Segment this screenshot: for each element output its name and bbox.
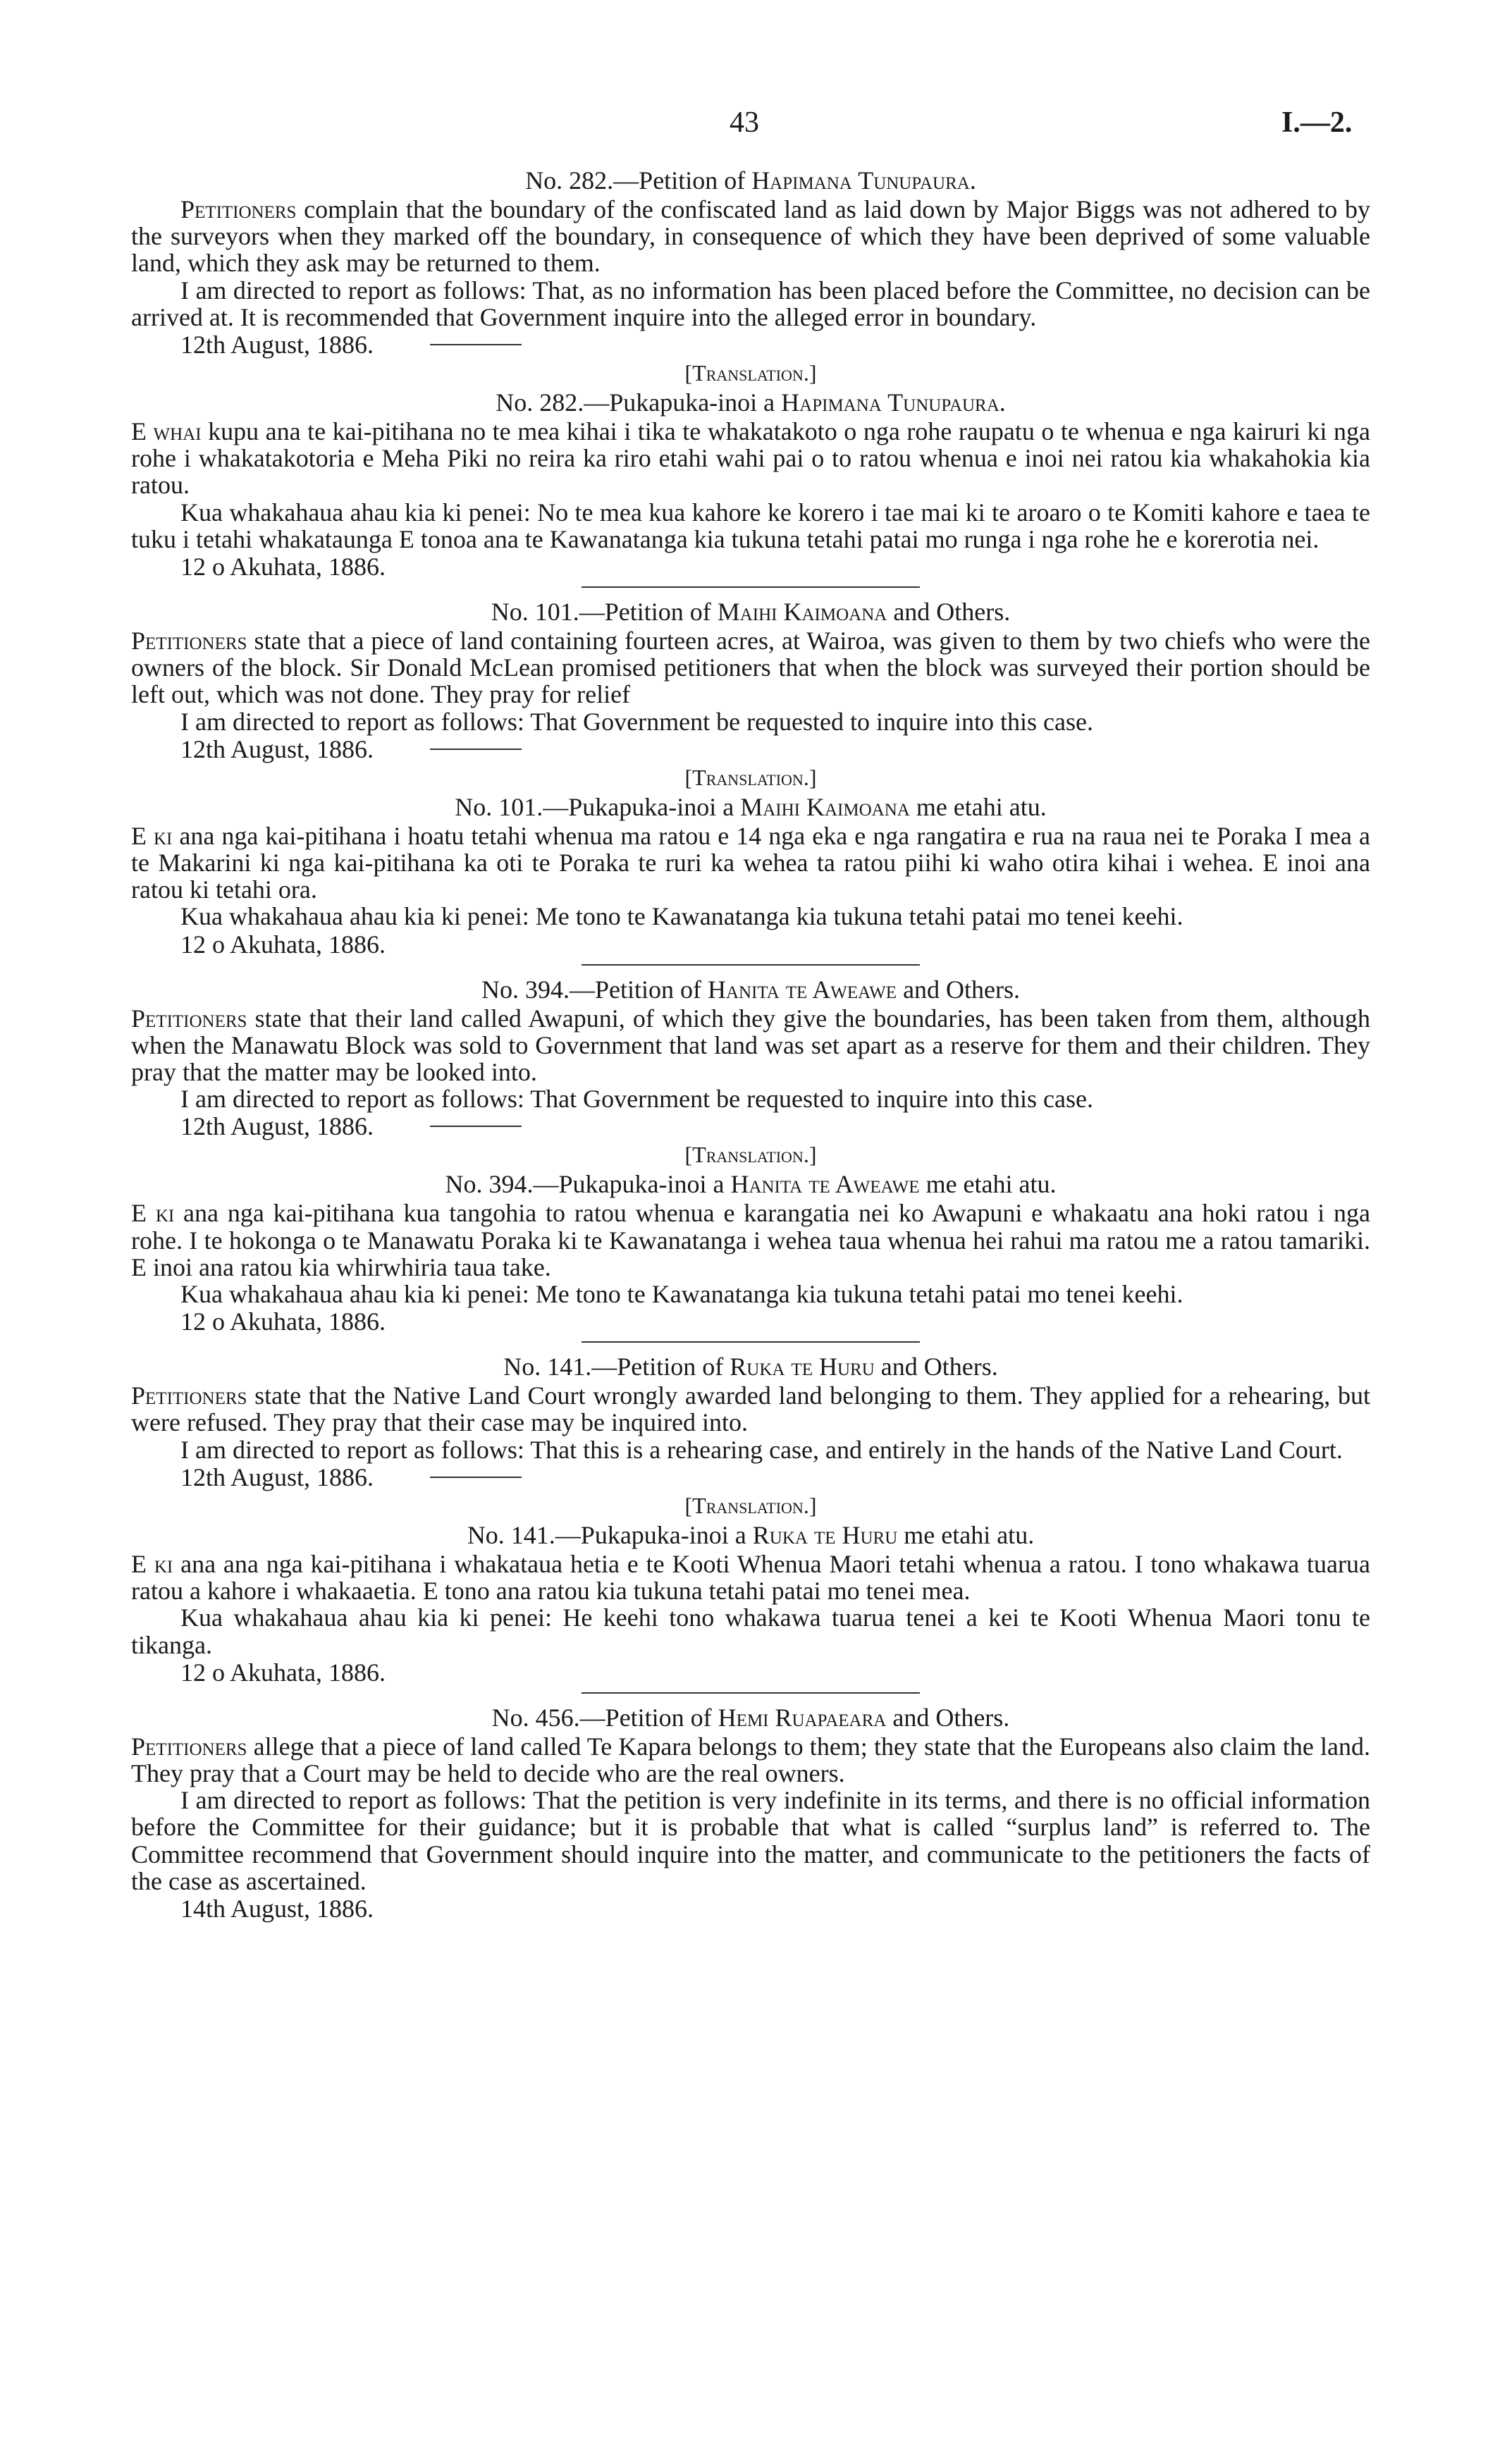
divider bbox=[430, 1477, 522, 1478]
translation-body: E ki ana ana nga kai-pitihana i whakataua hetia e te Kooti Whenua Maori tetahi whenua a ratou. I tono whakawa tuarua ratou a kahore i whakaaetia. E tono ana ratou kia tukuna tetahi patai mo tenei mea. bbox=[131, 1549, 1370, 1606]
translation-label: [Translation.] bbox=[684, 1492, 817, 1518]
petition-date: 14th August, 1886. bbox=[180, 1894, 374, 1923]
petition-394 bbox=[131, 974, 1370, 1343]
petition-141 bbox=[131, 1351, 1370, 1693]
petition-101 bbox=[131, 596, 1370, 966]
petitions-content bbox=[131, 165, 1370, 1923]
petition-282 bbox=[131, 165, 1370, 588]
petition-title: No. 101.—Petition of Maihi Kaimoana and Others. bbox=[491, 598, 1011, 627]
document-reference: I.—2. bbox=[1281, 106, 1353, 139]
petition-report: I am directed to report as follows: That Government be requested to inquire into this case. bbox=[180, 1085, 1093, 1114]
petition-body: Petitioners complain that the boundary of the confiscated land as laid down by Major Biggs was not adhered to by the surveyors when they marked off the boundary, in consequence of which they have been deprived of some valuable land, which they ask may be returned to them. bbox=[131, 195, 1370, 278]
section-divider bbox=[582, 586, 920, 588]
petition-date: 12th August, 1886. bbox=[180, 1112, 374, 1141]
translation-title: No. 101.—Pukapuka-inoi a Maihi Kaimoana me etahi atu. bbox=[455, 792, 1047, 821]
translation-report: Kua whakahaua ahau kia ki penei: He keehi tono whakawa tuarua tenei a kei te Kooti Whenua Maori tonu te tikanga. bbox=[131, 1603, 1370, 1659]
translation-label: [Translation.] bbox=[684, 764, 817, 790]
petition-report: I am directed to report as follows: That, as no information has been placed before the Committee, no decision can be arrived at. It is recommended that Government inquire into the alleged error in boundary. bbox=[131, 276, 1370, 331]
translation-title: No. 394.—Pukapuka-inoi a Hanita te Aweawe me etahi atu. bbox=[445, 1170, 1057, 1199]
petition-title: No. 394.—Petition of Hanita te Aweawe and Others. bbox=[481, 975, 1021, 1004]
translation-body: E whai kupu ana te kai-pitihana no te mea kihai i tika te whakatakoto o nga rohe raupatu o te whenua e nga kairuri ki nga rohe i whakatakotoria e Meha Piki no reira ka riro etahi wahi pai o to ratou whenua e inoi nei ratou kia whakahokia kia ratou. bbox=[131, 417, 1370, 500]
translation-label: [Translation.] bbox=[684, 360, 817, 386]
petition-456 bbox=[131, 1702, 1370, 1923]
petition-report: I am directed to report as follows: That this is a rehearing case, and entirely in the hands of the Native Land Court. bbox=[180, 1435, 1343, 1464]
translation-body: E ki ana nga kai-pitihana kua tangohia to ratou whenua e karangatia nei ko Awapuni e whakaatu ana hoki ratou i nga rohe. I te hokonga o te Manawatu Poraka ki te Kawanatanga i wehea taua whenua hei rahui ma ratou me a ratou tamariki. E inoi ana ratou kia whirwhiria taua take. bbox=[131, 1199, 1371, 1281]
translation-date: 12 o Akuhata, 1886. bbox=[180, 553, 386, 581]
translation-title: No. 282.—Pukapuka-inoi a Hapimana Tunupaura. bbox=[496, 388, 1006, 417]
petition-title: No. 456.—Petition of Hemi Ruapaeara and Others. bbox=[491, 1703, 1010, 1732]
translation-title: No. 141.—Pukapuka-inoi a Ruka te Huru me etahi atu. bbox=[467, 1520, 1035, 1549]
translation-label: [Translation.] bbox=[684, 1142, 817, 1168]
section-divider bbox=[582, 964, 920, 966]
translation-body: E ki ana nga kai-pitihana i hoatu tetahi whenua ma ratou e 14 nga eka e nga rangatira e rua na raua nei te Poraka I mea a te Makarini ki nga kai-pitihana ka oti te Poraka te ruri ka wehea ta ratou piihi ki waho otira kihai i wehea. E inoi ana ratou ki tetahi ora. bbox=[131, 821, 1370, 904]
section-divider bbox=[582, 1341, 920, 1343]
petition-body: Petitioners state that the Native Land Court wrongly awarded land belonging to them. They applied for a rehearing, but were refused. They pray that their case may be inquired into. bbox=[131, 1381, 1370, 1437]
translation-date: 12 o Akuhata, 1886. bbox=[180, 930, 386, 959]
petition-date: 12th August, 1886. bbox=[180, 331, 374, 359]
translation-report: Kua whakahaua ahau kia ki penei: No te mea kua kahore ke korero i tae mai ki te aroaro o te Komiti kahore e taea te tuku i tetahi whakataunga E tonoa ana te Kawanatanga kia tukuna tetahi patai mo runga i nga rohe he e korerotia nei. bbox=[131, 498, 1370, 553]
petition-title: No. 141.—Petition of Ruka te Huru and Others. bbox=[503, 1353, 998, 1381]
divider bbox=[430, 344, 522, 345]
translation-report: Kua whakahaua ahau kia ki penei: Me tono te Kawanatanga kia tukuna tetahi patai mo tenei keehi. bbox=[180, 1280, 1183, 1309]
petition-date: 12th August, 1886. bbox=[180, 734, 374, 763]
translation-date: 12 o Akuhata, 1886. bbox=[180, 1307, 386, 1336]
translation-date: 12 o Akuhata, 1886. bbox=[180, 1658, 386, 1687]
section-divider bbox=[582, 1692, 920, 1694]
petition-report: I am directed to report as follows: That Government be requested to inquire into this case. bbox=[180, 707, 1093, 736]
page-number: 43 bbox=[730, 106, 759, 139]
petition-title: No. 282.—Petition of Hapimana Tunupaura. bbox=[525, 166, 976, 195]
petition-body: Petitioners state that their land called Awapuni, of which they give the boundaries, has been taken from them, although when the Manawatu Block was sold to Government that land was set apart as a reserve for them and their children. They pray that the matter may be looked into. bbox=[131, 1004, 1370, 1087]
divider bbox=[430, 1126, 522, 1127]
petition-body: Petitioners allege that a piece of land called Te Kapara belongs to them; they state that the Europeans also claim the land. They pray that a Court may be held to decide who are the real owners. bbox=[131, 1732, 1370, 1787]
petition-report: I am directed to report as follows: That the petition is very indefinite in its terms, and there is no official information before the Committee for their guidance; but it is probable that what is called “surplus land” is referred to. The Committee recommend that Government should inquire into the matter, and communicate to the petitioners the facts of the case as ascertained. bbox=[131, 1786, 1370, 1895]
petition-body: Petitioners state that a piece of land containing fourteen acres, at Wairoa, was given to them by two chiefs who were the owners of the block. Sir Donald McLean promised petitioners that when the block was surveyed their portion should be left out, which was not done. They pray for relief bbox=[131, 627, 1370, 709]
petition-date: 12th August, 1886. bbox=[180, 1462, 374, 1491]
translation-report: Kua whakahaua ahau kia ki penei: Me tono te Kawanatanga kia tukuna tetahi patai mo tenei keehi. bbox=[180, 902, 1183, 931]
divider bbox=[430, 749, 522, 750]
